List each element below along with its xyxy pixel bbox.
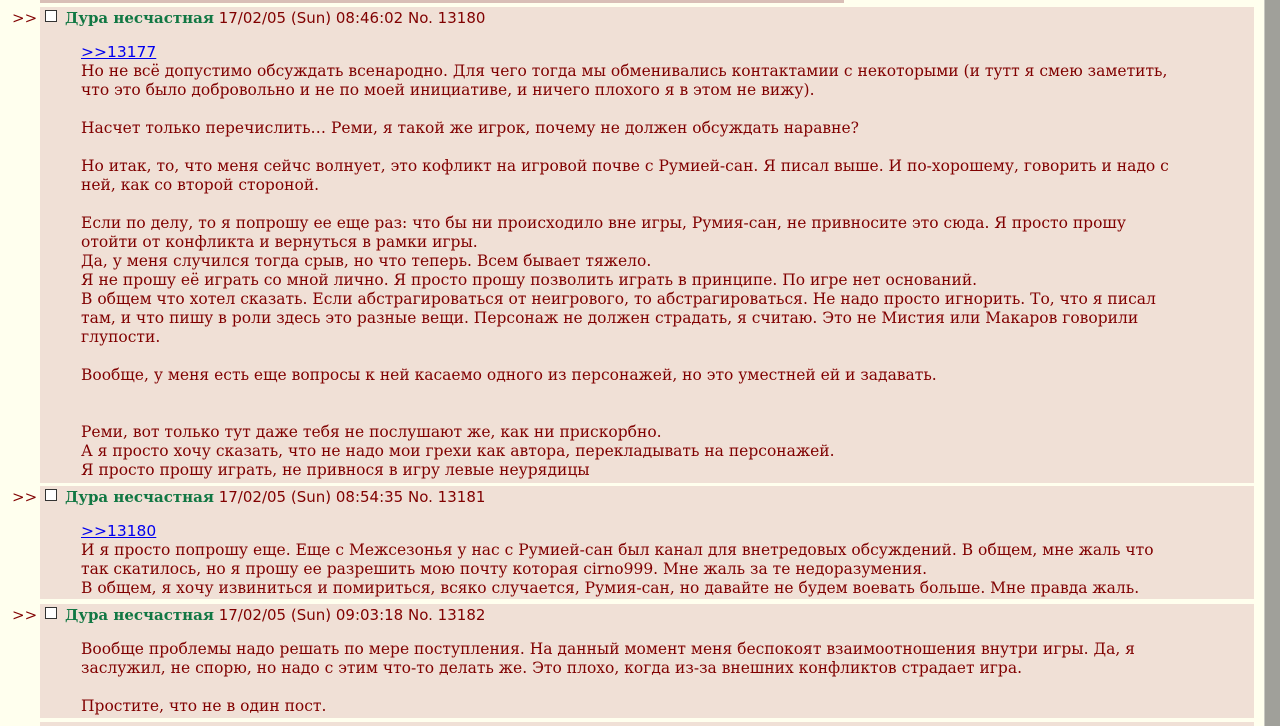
text-line: Я не прошу её играть со мной лично. Я просто прошу позволить играть в принципе. По игре нет оснований.	[81, 271, 978, 289]
post-header	[45, 606, 485, 624]
post-body	[81, 522, 1221, 598]
text-line: Я просто прошу играть, не привнося в игру левые неурядицы	[81, 461, 590, 479]
text-line: Вообще, у меня есть еще вопросы к ней касаемо одного из персонажей, но это уместней ей и задавать.	[81, 366, 937, 384]
vertical-scrollbar[interactable]	[1264, 0, 1280, 726]
post-date: 17/02/05 (Sun) 08:46:02	[218, 9, 404, 27]
post-checkbox[interactable]	[45, 607, 57, 619]
text-line: что это было добровольно и не по моей инициативе, и ничего плохого я в этом не вижу).	[81, 81, 815, 99]
text-line: ней, как со второй стороной.	[81, 176, 320, 194]
text-line: так скатилось, но я прошу ее разрешить мою почту которая cirno999. Мне жаль за те недоразумения.	[81, 560, 928, 578]
poster-name: Дура несчастная	[65, 9, 214, 27]
post-date: 17/02/05 (Sun) 09:03:18	[218, 606, 404, 624]
post-date: 17/02/05 (Sun) 08:54:35	[218, 488, 404, 506]
text-line: там, и что пишу в роли здесь это разные вещи. Персонаж не должен страдать, я считаю. Это не Мистия или Макаров говорили	[81, 309, 1139, 327]
text-line: Если по делу, то я попрошу ее еще раз: что бы ни происходило вне игры, Румия-сан, не привносите это сюда. Я просто прошу	[81, 214, 1126, 232]
text-line: А я просто хочу сказать, что не надо мои грехи как автора, перекладывать на персонажей.	[81, 442, 835, 460]
post-checkbox[interactable]	[45, 489, 57, 501]
text-line: отойти от конфликта и вернуться в рамки игры.	[81, 233, 478, 251]
text-line	[81, 385, 1221, 404]
post-text	[81, 62, 1221, 480]
reply-arrow: >>	[12, 9, 38, 27]
post-number[interactable]: No. 13180	[408, 9, 486, 27]
text-line: глупости.	[81, 328, 161, 346]
post-body	[81, 43, 1221, 480]
text-line: В общем, я хочу извиниться и помириться, всяко случается, Румия-сан, но давайте не будем воевать больше. Мне правда жаль.	[81, 579, 1140, 597]
post-13182	[0, 604, 1258, 718]
post-number[interactable]: No. 13181	[408, 488, 486, 506]
quote-link[interactable]: >>13180	[81, 522, 157, 540]
reply-box	[40, 604, 1254, 718]
text-line	[81, 100, 1221, 119]
post-text	[81, 640, 1221, 716]
text-line	[81, 347, 1221, 366]
next-post-edge	[40, 722, 1254, 726]
text-line: заслужил, не спорю, но надо с этим что-то делать же. Это плохо, когда из-за внешних конфликтов страдает игра.	[81, 659, 1022, 677]
text-line: Но не всё допустимо обсуждать всенародно. Для чего тогда мы обменивались контактамии с некоторыми (и тутт я смею заметить,	[81, 62, 1168, 80]
reply-box	[40, 486, 1254, 599]
text-line: И я просто попрошу еще. Еще с Межсезонья у нас с Румией-сан был канал для внетредовых обсуждений. В общем, мне жаль что	[81, 541, 1154, 559]
reply-arrow: >>	[12, 606, 38, 624]
text-line: Реми, вот только тут даже тебя не послушают же, как ни прискорбно.	[81, 423, 662, 441]
poster-name: Дура несчастная	[65, 488, 214, 506]
reply-box	[40, 7, 1254, 483]
post-13180	[0, 7, 1258, 483]
text-line	[81, 404, 1221, 423]
quote-link[interactable]: >>13177	[81, 43, 157, 61]
text-line: Простите, что не в один пост.	[81, 697, 327, 715]
post-header	[45, 9, 485, 27]
post-body	[81, 640, 1221, 716]
text-line	[81, 138, 1221, 157]
text-line: В общем что хотел сказать. Если абстрагироваться от неигрового, то абстрагироваться. Не надо просто игнорить. То, что я писал	[81, 290, 1156, 308]
post-checkbox[interactable]	[45, 10, 57, 22]
text-line: Насчет только перечислить… Реми, я такой же игрок, почему не должен обсуждать наравне?	[81, 119, 859, 137]
previous-post-edge	[40, 0, 844, 3]
text-line	[81, 195, 1221, 214]
poster-name: Дура несчастная	[65, 606, 214, 624]
text-line	[81, 678, 1221, 697]
text-line: Но итак, то, что меня сейчс волнует, это кофликт на игровой почве с Румией-сан. Я писал выше. И по-хорошему, говорить и надо с	[81, 157, 1169, 175]
post-number[interactable]: No. 13182	[408, 606, 486, 624]
post-13181	[0, 486, 1258, 599]
text-line: Да, у меня случился тогда срыв, но что теперь. Всем бывает тяжело.	[81, 252, 652, 270]
post-header	[45, 488, 485, 506]
post-text	[81, 541, 1221, 598]
text-line: Вообще проблемы надо решать по мере поступления. На данный момент меня беспокоят взаимоотношения внутри игры. Да, я	[81, 640, 1135, 658]
reply-arrow: >>	[12, 488, 38, 506]
